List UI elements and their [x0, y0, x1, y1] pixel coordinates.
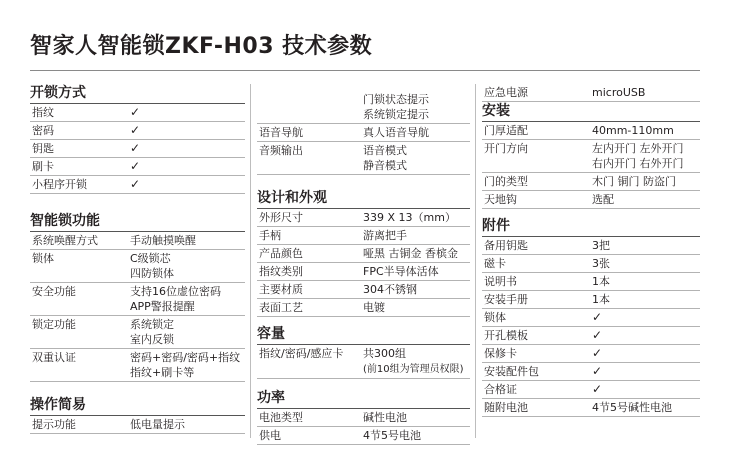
value-line: 语音模式 [363, 144, 407, 157]
spec-row [482, 237, 700, 255]
spec-value [130, 251, 174, 281]
section-heading: 操作简易 [30, 396, 245, 416]
check-icon: ✓ [130, 105, 141, 119]
spec-value [130, 350, 240, 380]
spec-value: 哑黑 古铜金 香槟金 [363, 247, 458, 260]
spec-row [482, 327, 700, 345]
spec-label: 安全功能 [32, 285, 76, 298]
spec-value: microUSB [592, 86, 646, 99]
spec-row [30, 176, 245, 194]
spec-value [130, 317, 174, 347]
spec-row [257, 209, 470, 227]
spec-label: 锁体 [484, 311, 506, 324]
value-line: 支持16位虚位密码 [130, 285, 221, 298]
check-icon: ✓ [130, 141, 141, 155]
spec-row [257, 263, 470, 281]
spec-label: 音频输出 [259, 144, 303, 157]
spec-label: 磁卡 [484, 257, 506, 270]
spec-value: FPC半导体活体 [363, 265, 439, 278]
section-heading: 开锁方式 [30, 84, 245, 104]
section-capacity [257, 325, 470, 379]
section-design [257, 189, 470, 317]
title-divider [30, 70, 700, 71]
value-line: 系统锁定提示 [363, 108, 429, 121]
spec-row [482, 191, 700, 209]
value-line: (前10组为管理员权限) [363, 364, 464, 375]
spec-row [30, 232, 245, 250]
spec-label [259, 92, 363, 122]
spec-value [592, 141, 684, 171]
spec-value: 选配 [592, 193, 614, 206]
spec-label: 应急电源 [484, 86, 528, 99]
spec-row [30, 140, 245, 158]
spec-label: 安装手册 [484, 293, 528, 306]
section-installation [482, 102, 700, 209]
spec-label: 双重认证 [32, 351, 76, 364]
check-icon: ✓ [130, 123, 141, 137]
spec-value: 3把 [592, 239, 610, 252]
spec-row [482, 84, 700, 102]
value-line: C级锁芯 [130, 252, 171, 265]
spec-row [482, 309, 700, 327]
section-unlock-methods [30, 84, 245, 194]
spec-label: 外形尺寸 [259, 211, 303, 224]
spec-label: 门厚适配 [484, 124, 528, 137]
spec-label: 指纹/密码/感应卡 [259, 347, 344, 360]
section-heading: 附件 [482, 217, 700, 237]
spec-row [30, 283, 245, 316]
spec-label: 小程序开锁 [32, 178, 87, 191]
spec-row [30, 158, 245, 176]
spec-row [30, 316, 245, 349]
spec-label: 安装配件包 [484, 365, 539, 378]
value-line: 静音模式 [363, 159, 407, 172]
spec-row [257, 245, 470, 263]
spec-label: 备用钥匙 [484, 239, 528, 252]
spec-value: 3张 [592, 257, 610, 270]
spec-value [363, 143, 407, 173]
spec-row [482, 273, 700, 291]
spec-row [482, 291, 700, 309]
spec-row [482, 399, 700, 417]
spec-value: 4节5号电池 [363, 429, 421, 442]
spec-label: 指纹类别 [259, 265, 303, 278]
spec-label: 保修卡 [484, 347, 517, 360]
spec-row [30, 122, 245, 140]
section-heading: 容量 [257, 325, 470, 345]
spec-row [257, 281, 470, 299]
section-easy-operation [30, 396, 245, 434]
spec-label: 提示功能 [32, 418, 76, 431]
spec-label: 合格证 [484, 383, 517, 396]
value-line: 手动触摸唤醒 [130, 234, 196, 247]
spec-value: 1本 [592, 293, 610, 306]
section-heading: 设计和外观 [257, 189, 470, 209]
spec-label: 指纹 [32, 106, 54, 119]
spec-label: 密码 [32, 124, 54, 137]
spec-label: 随附电池 [484, 401, 528, 414]
spec-row [482, 122, 700, 140]
spec-column-2 [257, 84, 470, 445]
section-heading: 安装 [482, 102, 700, 122]
spec-column-1 [30, 84, 245, 434]
section-heading: 智能锁功能 [30, 212, 245, 232]
spec-row [30, 250, 245, 283]
spec-value [130, 233, 196, 248]
spec-label: 说明书 [484, 275, 517, 288]
spec-row [30, 349, 245, 382]
spec-row [482, 345, 700, 363]
check-icon: ✓ [130, 159, 141, 173]
value-line: 室内反锁 [130, 333, 174, 346]
section-smart-features [30, 212, 245, 382]
value-line: 右内开门 右外开门 [592, 157, 684, 170]
column-divider [250, 84, 251, 438]
value-line: 门锁状态提示 [363, 93, 429, 106]
spec-value: 木门 铜门 防盗门 [592, 175, 676, 188]
check-icon: ✓ [592, 328, 603, 342]
spec-value: 339 X 13（mm） [363, 211, 456, 224]
spec-label: 天地钩 [484, 193, 517, 206]
spec-row [257, 345, 470, 379]
spec-label: 系统唤醒方式 [32, 234, 98, 247]
spec-value: 4节5号碱性电池 [592, 401, 672, 414]
spec-label: 锁定功能 [32, 318, 76, 331]
section-accessories [482, 217, 700, 417]
spec-row [482, 363, 700, 381]
value-line: 指纹+刷卡等 [130, 366, 195, 379]
spec-row [257, 427, 470, 445]
spec-value: 304不锈钢 [363, 283, 417, 296]
spec-row [257, 409, 470, 427]
check-icon: ✓ [130, 177, 141, 191]
check-icon: ✓ [592, 364, 603, 378]
section-heading: 功率 [257, 389, 470, 409]
value-line: 共300组 [363, 347, 406, 360]
spec-row [257, 299, 470, 317]
spec-value: 真人语音导航 [363, 126, 429, 139]
spec-value: 碱性电池 [363, 411, 407, 424]
check-icon: ✓ [592, 382, 603, 396]
spec-value: 游离把手 [363, 229, 407, 242]
spec-label: 钥匙 [32, 142, 54, 155]
spec-row [257, 227, 470, 245]
spec-row [482, 140, 700, 173]
spec-label: 主要材质 [259, 283, 303, 296]
column-divider [475, 84, 476, 438]
spec-value: 40mm-110mm [592, 124, 674, 137]
spec-value: 1本 [592, 275, 610, 288]
spec-value: 低电量提示 [130, 418, 185, 431]
unlock-rows [30, 104, 245, 194]
spec-row [257, 142, 470, 175]
spec-value: 电镀 [363, 301, 385, 314]
spec-label: 手柄 [259, 229, 281, 242]
spec-label: 开门方向 [484, 142, 528, 155]
spec-column-3 [482, 84, 700, 417]
spec-label: 开孔模板 [484, 329, 528, 342]
spec-value [363, 346, 464, 377]
spec-row [482, 173, 700, 191]
spec-label: 刷卡 [32, 160, 54, 173]
value-line: 密码+密码/密码+指纹 [130, 351, 241, 364]
spec-label: 锁体 [32, 252, 54, 265]
spec-label: 供电 [259, 429, 281, 442]
spec-row [482, 381, 700, 399]
spec-label: 语音导航 [259, 126, 303, 139]
spec-value [130, 284, 221, 314]
check-icon: ✓ [592, 346, 603, 360]
value-line: APP警报提醒 [130, 300, 195, 313]
value-line: 系统锁定 [130, 318, 174, 331]
page-title: 智家人智能锁ZKF-H03 技术参数 [30, 34, 373, 59]
spec-label: 门的类型 [484, 175, 528, 188]
check-icon: ✓ [592, 310, 603, 324]
spec-value [363, 92, 429, 122]
spec-row [482, 255, 700, 273]
spec-label: 电池类型 [259, 411, 303, 424]
spec-label: 产品颜色 [259, 247, 303, 260]
value-line: 四防锁体 [130, 267, 174, 280]
section-power [257, 389, 470, 445]
spec-row [257, 124, 470, 142]
spec-label: 表面工艺 [259, 301, 303, 314]
spec-row [257, 84, 470, 124]
spec-row [30, 104, 245, 122]
spec-row [30, 416, 245, 434]
value-line: 左内开门 左外开门 [592, 142, 684, 155]
